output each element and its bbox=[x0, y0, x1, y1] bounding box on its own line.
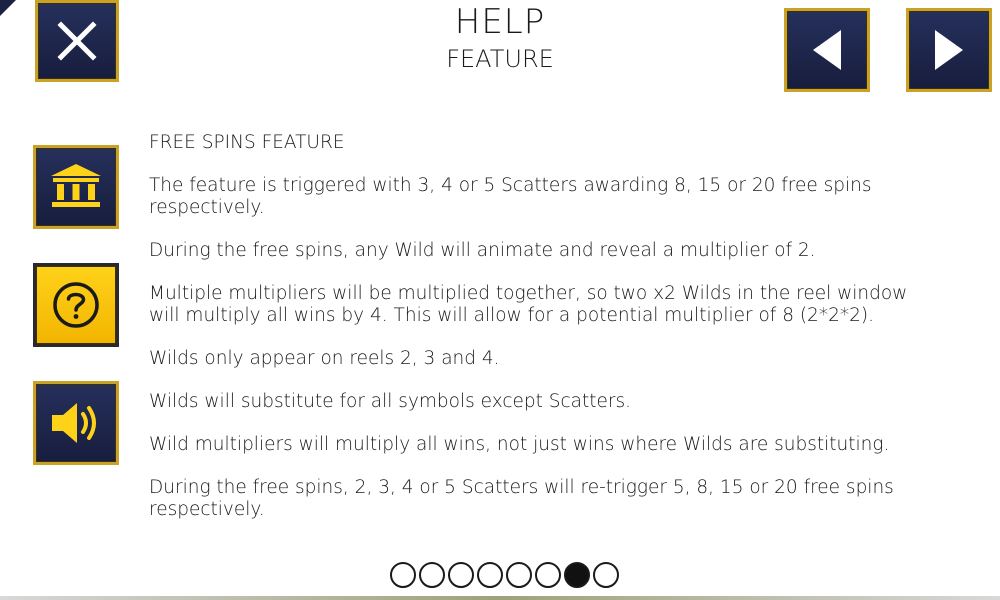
paragraph: Wilds only appear on reels 2, 3 and 4. bbox=[149, 348, 500, 369]
header bbox=[300, 0, 700, 74]
paragraph: Wilds will substitute for all symbols except Scatters. bbox=[149, 391, 632, 412]
section-title: FREE SPINS FEATURE bbox=[149, 132, 345, 153]
page-dot-6[interactable] bbox=[535, 562, 561, 588]
right-arrow-icon bbox=[929, 26, 969, 74]
pagination-dots bbox=[390, 562, 619, 588]
page-dot-8[interactable] bbox=[593, 562, 619, 588]
page-dot-4[interactable] bbox=[477, 562, 503, 588]
prev-page-button[interactable] bbox=[784, 8, 870, 92]
left-arrow-icon bbox=[807, 26, 847, 74]
page-dot-3[interactable] bbox=[448, 562, 474, 588]
sound-button[interactable] bbox=[33, 381, 119, 465]
close-icon bbox=[53, 17, 101, 65]
paragraph: The feature is triggered with 3, 4 or 5 Scatters awarding 8, 15 or 20 free spins respectively. bbox=[149, 175, 872, 218]
page-title: HELP bbox=[454, 2, 546, 42]
paragraph: Wild multipliers will multiply all wins, not just wins where Wilds are substituting. bbox=[149, 434, 890, 455]
paragraph: During the free spins, any Wild will animate and reveal a multiplier of 2. bbox=[149, 240, 816, 261]
page-dot-7[interactable] bbox=[564, 562, 590, 588]
help-content bbox=[149, 132, 909, 542]
paragraph: Multiple multipliers will be multiplied together, so two x2 Wilds in the reel window will multiply all wins by 4. This will allow for a potential multiplier of 8 (2*2*2). bbox=[149, 283, 908, 326]
page-dot-2[interactable] bbox=[419, 562, 445, 588]
paragraph: During the free spins, 2, 3, 4 or 5 Scatters will re-trigger 5, 8, 15 or 20 free spins respectively. bbox=[149, 477, 894, 520]
close-button[interactable] bbox=[35, 0, 119, 82]
page-subtitle: FEATURE bbox=[446, 45, 554, 73]
speaker-icon bbox=[48, 398, 104, 448]
bank-icon bbox=[49, 162, 103, 212]
corner-decoration bbox=[0, 0, 16, 16]
page-dot-5[interactable] bbox=[506, 562, 532, 588]
next-page-button[interactable] bbox=[906, 8, 992, 92]
page-dot-1[interactable] bbox=[390, 562, 416, 588]
question-icon bbox=[51, 280, 101, 330]
help-button[interactable] bbox=[33, 263, 119, 347]
paytable-button[interactable] bbox=[33, 145, 119, 229]
bottom-bar bbox=[0, 596, 1000, 600]
